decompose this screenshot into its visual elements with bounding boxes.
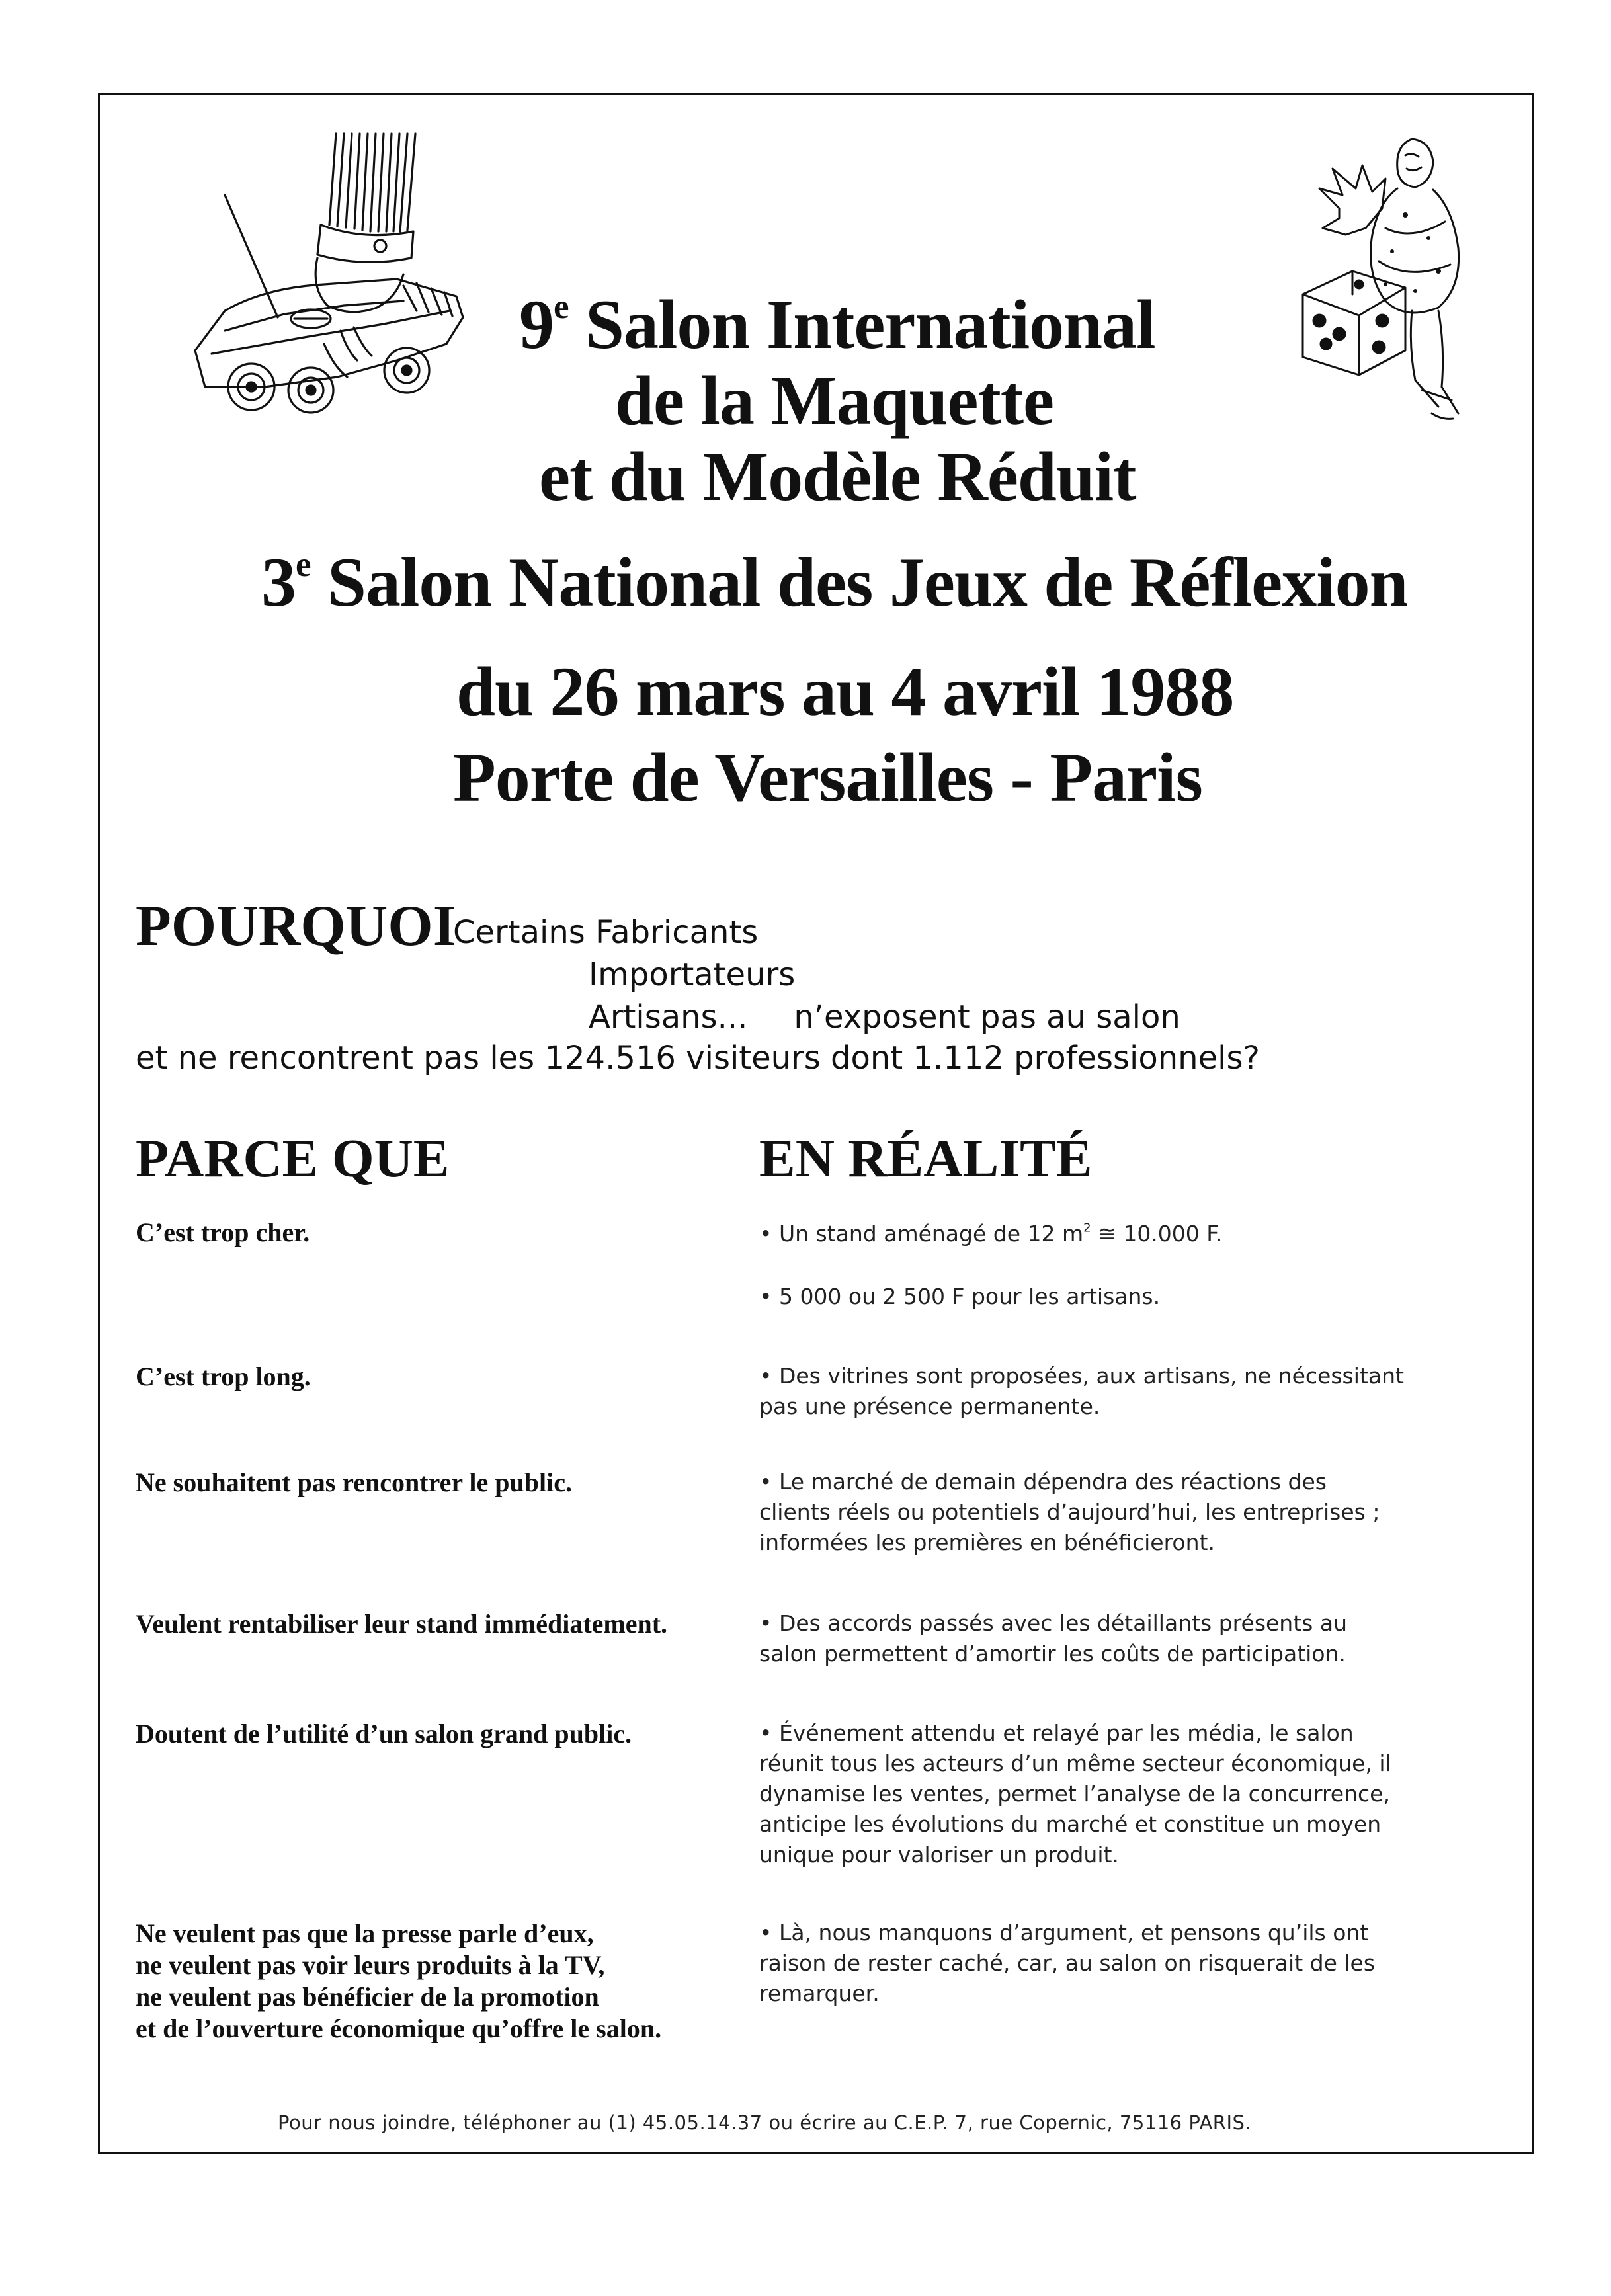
reality-event-benefits: • Événement attendu et relayé par les média, le salon réunit tous les acteurs d’un même secteur économique, il dynamise les ventes, permet l’analyse de la concurrence, anticipe les évolutions du marché et constitue un moyen unique pour valoriser un produit. [759,1720,1391,1867]
reality-hidden: • Là, nous manquons d’argument, et pensons qu’ils ont raison de rester caché, car, au salon on risquerait de les remarquer. [759,1920,1376,2006]
pourquoi-line3: Artisans... n’exposent pas au salon [589,999,1180,1036]
hand-holding-model-car-icon [185,132,470,417]
pourquoi-label: POURQUOI [136,894,456,958]
en-realite-header: EN RÉALITÉ [759,1128,1093,1188]
contact-footer: Pour nous joindre, téléphoner au (1) 45.05.14.37 ou écrire au C.E.P. 7, rue Copernic, 75116 PARIS. [278,2112,1252,2134]
reason-avoid-public: Ne souhaitent pas rencontrer le public. [136,1467,573,1497]
reason-too-long: C’est trop long. [136,1362,311,1391]
reality-retailer-agreements: • Des accords passés avec les détaillants présents au salon permettent d’amortir les coûts de participation. [759,1610,1347,1666]
event-location: Porte de Versailles - Paris [453,739,1202,816]
reality-market-reactions: • Le marché de demain dépendra des réactions des clients réels ou potentiels d’aujourd’hui, les entreprises ; informées les premières en bénéficieront. [759,1469,1380,1555]
salon-maquette-title-line3: et du Modèle Réduit [539,438,1136,515]
salon-maquette-title-line2: de la Maquette [615,362,1054,439]
reason-avoid-press: Ne veulent pas que la presse parle d’eux, ne veulent pas voir leurs produits à la TV, ne veulent pas bénéficier de la promotion et de l’ouverture économique qu’offre le salon. [136,1918,662,2043]
pourquoi-line4: et ne rencontrent pas les 124.516 visiteurs dont 1.112 professionnels? [136,1040,1260,1077]
salon-maquette-title-line1: 9e Salon International [519,286,1155,363]
reason-doubt-utility: Doutent de l’utilité d’un salon grand public. [136,1719,632,1748]
parce-que-header: PARCE QUE [136,1128,450,1188]
pourquoi-line2: Importateurs [589,956,796,993]
reality-artisan-price: • 5 000 ou 2 500 F pour les artisans. [759,1284,1161,1309]
dice-and-figurine-icon [1280,129,1478,427]
reality-vitrines: • Des vitrines sont proposées, aux artisans, ne nécessitant pas une présence permanente. [759,1363,1404,1419]
event-dates: du 26 mars au 4 avril 1988 [456,653,1234,730]
salon-jeux-title: 3e Salon National des Jeux de Réflexion [261,544,1408,621]
reality-stand-price: • Un stand aménagé de 12 $m^2$ ≅ 10.000 F. [759,1221,1223,1247]
reason-too-expensive: C’est trop cher. [136,1217,310,1247]
reason-immediate-return: Veulent rentabiliser leur stand immédiatement. [136,1609,668,1639]
pourquoi-line1: Certains Fabricants [453,914,759,951]
